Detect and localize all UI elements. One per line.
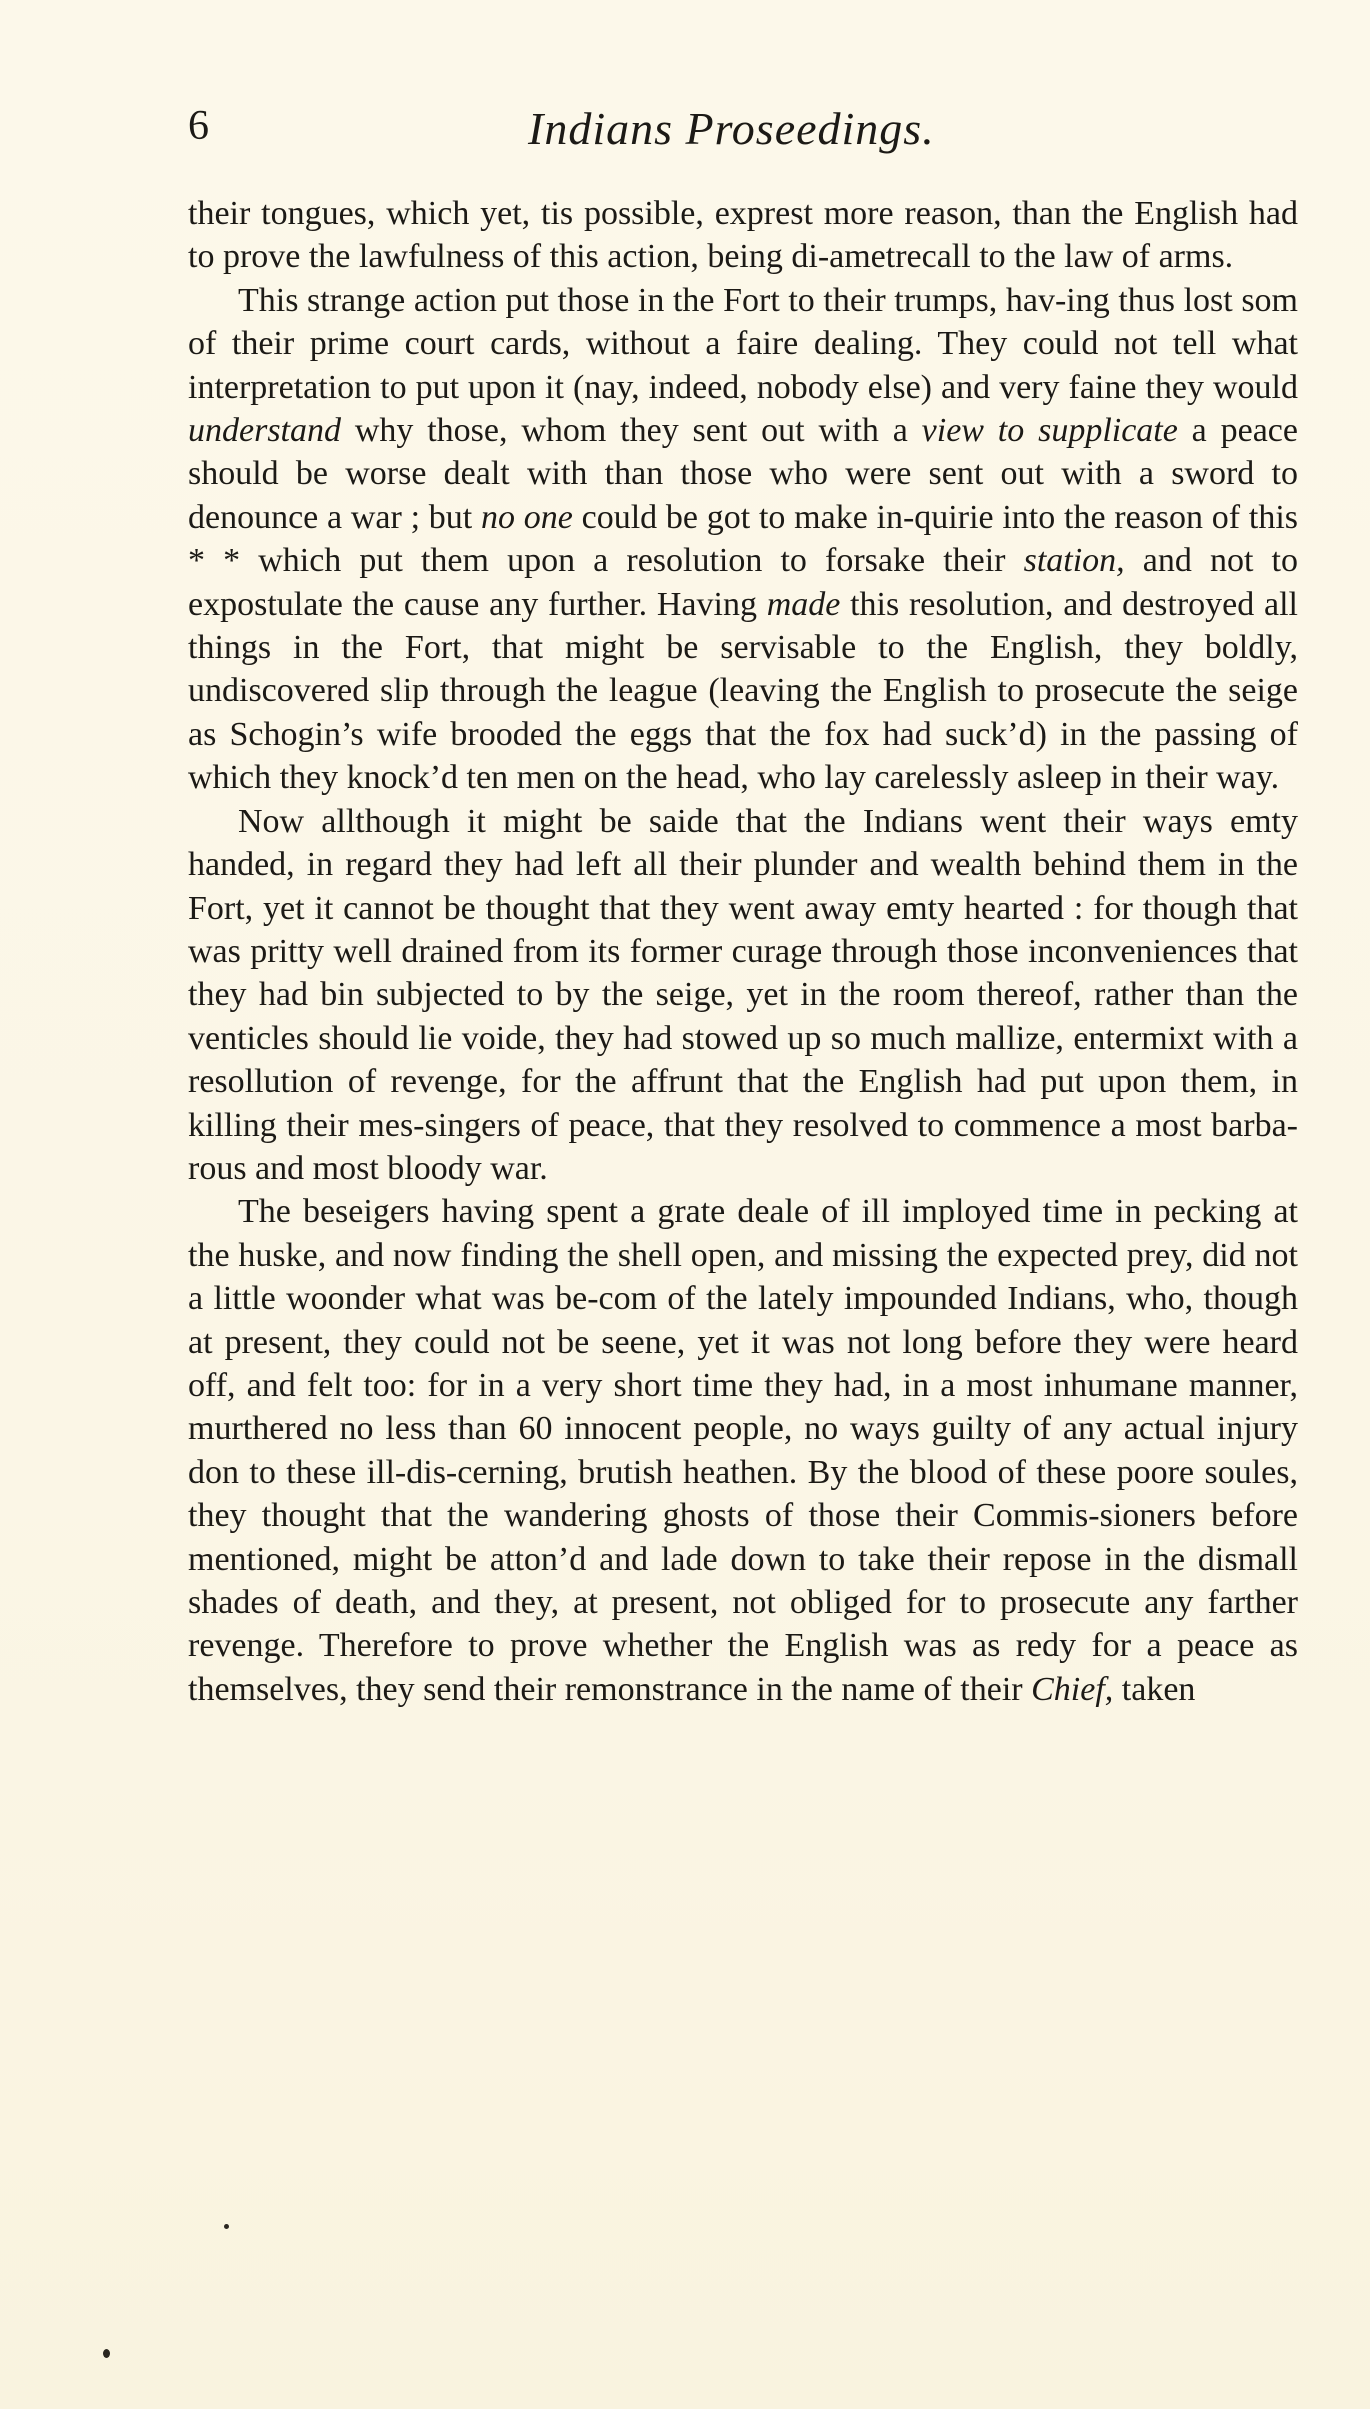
text-run: Now allthough it might be saide that the Indians went their ways emty handed, in regard they had left all their plunder and wealth behind them in the Fort, yet it cannot be thought that they went away emty hearted : for though that was pritty well drained from its former curage through those inconveniences that they had bin subjected to by the seige, yet in the room thereof, rather than the venticles should lie voide, they had stowed up so much mallize, entermixt with a resollution of revenge, for the affrunt that the English had put upon them, in killing their mes-singers of peace, that they resolved to commence a most barba-rous and most bloody war.	[188, 802, 1298, 1187]
text-run: their tongues, which yet, tis possible, exprest more reason, than the English had to prove the lawfulness of this action, being di-ametrecall to the law of arms.	[188, 195, 1298, 276]
italic-phrase: Chief,	[1031, 1670, 1114, 1708]
italic-phrase: view to supplicate	[921, 412, 1178, 450]
text-run: a peace should be worse dealt with than those who were sent out with a sword to denounce a war ; but	[188, 412, 1298, 536]
page-number: 6	[188, 103, 209, 149]
text-run: this resolution, and destroyed all things in the Fort, that might be servisable to the English, they boldly, undiscovered slip through the league (leaving the English to prosecute the seige as Schogin’s wife brooded the eggs that the fox had suck’d) in the passing of which they knock’d ten men on the head, who lay carelessly asleep in their way.	[188, 585, 1298, 797]
paragraph	[188, 800, 1298, 1191]
text-run: taken	[1113, 1670, 1196, 1708]
text-run: and not to expostulate the cause any further. Having	[188, 542, 1298, 623]
italic-phrase: station,	[1023, 542, 1125, 580]
italic-phrase: made	[766, 585, 841, 623]
text-run: This strange action put those in the Fort to their trumps, hav-ing thus lost som of their prime court cards, without a faire dealing. They could not tell what interpretation to put upon it (nay, indeed, nobody else) and very faine they would	[188, 281, 1298, 406]
paragraph	[188, 192, 1298, 279]
body-text	[188, 192, 1298, 1711]
text-run: The beseigers having spent a grate deale of ill imployed time in pecking at the huske, and now finding the shell open, and missing the expected prey, did not a little woonder what was be-com of the lately impounded Indians, who, though at present, they could not be seene, yet it was not long before they were heard off, and felt too: for in a very short time they had, in a most inhumane manner, murthered no less than 60 innocent people, no ways guilty of any actual injury don to these ill-dis-cerning, brutish heathen. By the blood of these poore soules, they thought that the wandering ghosts of those their Commis-sioners before mentioned, might be atton’d and lade down to take their repose in the dismall shades of death, and they, at present, not obliged for to prosecute any farther revenge. Therefore to prove whether the English was as redy for a peace as themselves, they send their remonstrance in the name of their	[188, 1193, 1298, 1708]
paragraph	[188, 1190, 1298, 1711]
text-run: why those, whom they sent out with a	[341, 412, 922, 450]
paper-speck	[224, 2224, 229, 2229]
italic-phrase: no one	[481, 498, 573, 536]
italic-phrase: understand	[188, 412, 341, 450]
paragraph	[188, 279, 1298, 800]
text-run: could be got to make in-quirie into the reason of this * * which put them upon a resolution to forsake their	[188, 498, 1298, 580]
paper-speck	[103, 2349, 110, 2358]
running-head	[188, 102, 1298, 162]
running-title: Indians Proseedings.	[528, 103, 935, 154]
